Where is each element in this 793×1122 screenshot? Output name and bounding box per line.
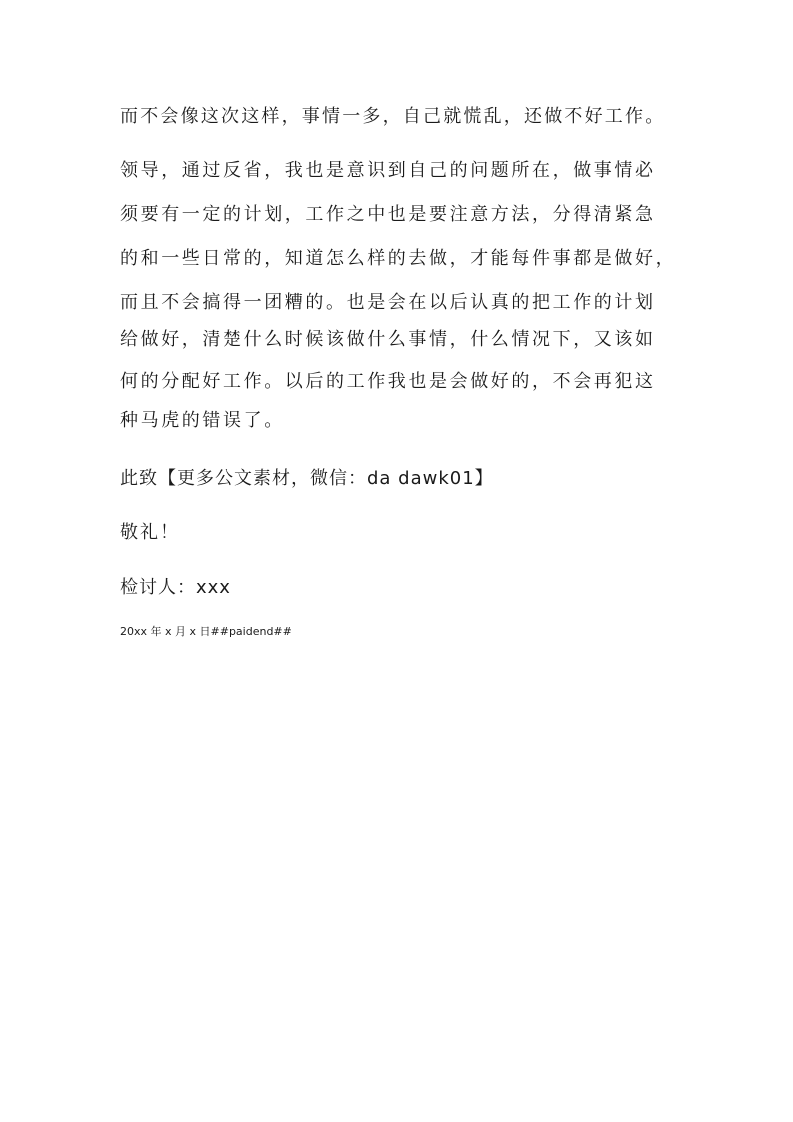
salutation-line: 敬礼！ [120,522,180,543]
paragraph-2-line-7: 种马虎的错误了。 [120,410,285,431]
paragraph-1-line-1: 而不会像这次这样，事情一多，自己就慌乱，还做不好工作。 [120,106,666,127]
paragraph-2-line-1: 领导，通过反省，我也是意识到自己的问题所在，做事情必 [120,160,656,181]
paragraph-2-line-4: 而且不会搞得一团糟的。也是会在以后认真的把工作的计划 [120,292,656,313]
paragraph-2-line-2: 须要有一定的计划，工作之中也是要注意方法，分得清紧急 [120,204,656,225]
paragraph-2-line-6: 何的分配好工作。以后的工作我也是会做好的，不会再犯这 [120,371,656,392]
closing-line: 此致【更多公文素材，微信：da dawk01】 [120,468,494,489]
date-line: 20xx 年 x 月 x 日##paidend## [120,625,292,638]
signer-line: 检讨人：xxx [120,577,231,598]
paragraph-2-line-3: 的和一些日常的，知道怎么样的去做，才能每件事都是做好， [120,248,677,269]
paragraph-2-line-5: 给做好，清楚什么时候该做什么事情，什么情况下，又该如 [120,329,656,350]
